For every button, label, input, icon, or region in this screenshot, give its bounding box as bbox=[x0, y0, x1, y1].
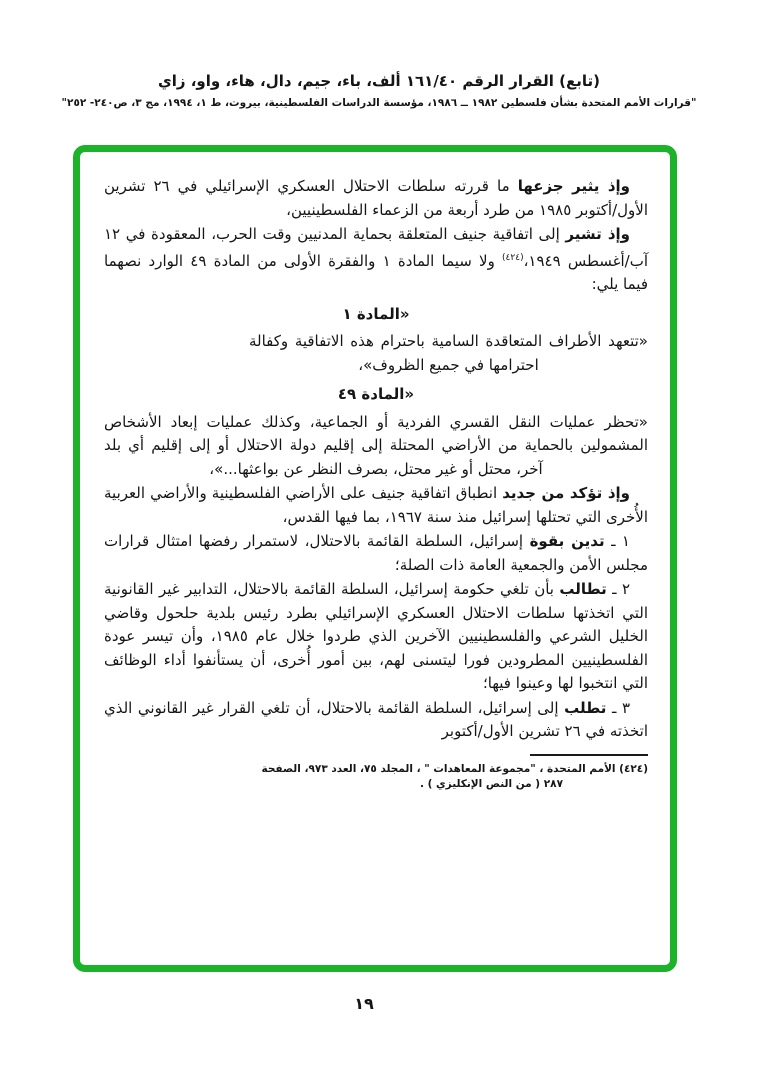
operative-item-1 bbox=[104, 530, 648, 577]
operative-item-1-text: إسرائيل، السلطة القائمة بالاحتلال، لاستمرار رفضها امتثال قرارات مجلس الأمن والجمعية العامة ذات الصلة؛ bbox=[104, 532, 648, 574]
paragraph-recalling-text-1: إلى اتفاقية جنيف المتعلقة بحماية المدنيين وقت الحرب، المعقودة في ١٢ آب/أغسطس ١٩٤٩، bbox=[104, 225, 648, 270]
highlight-border-box bbox=[73, 145, 677, 972]
paragraph-recalling-lead: وإذ تشير bbox=[565, 225, 630, 243]
operative-item-2-text: بأن تلغي حكومة إسرائيل، السلطة القائمة بالاحتلال، التدابير غير القانونية التي اتخذتها سلطات الاحتلال العسكري الإسرائيلي بطرد رئيس بلدية حلحول وقاضي الخليل الشرعي والفلسطينيين الآخرين الذي طردوا خلال عام ١٩٨٥، وأن تيسر عودة الفلسطينيين المطرودين فورا ليتسنى لهم، بين أمور أُخرى، أن يستأنفوا أداء الوظائف التي انتخبوا لها وعينوا فيها؛ bbox=[104, 580, 649, 692]
body-text-column bbox=[104, 174, 648, 792]
paragraph-reaffirming bbox=[104, 482, 648, 529]
footnote-line-1: (٤٢٤) الأمم المتحدة ، "مجموعة المعاهدات " ، المجلد ٧٥، العدد ٩٧٣، الصفحة bbox=[261, 762, 648, 775]
paragraph-alarmed bbox=[104, 175, 648, 222]
page-number: ١٩ bbox=[354, 994, 374, 1013]
operative-item-3-lead: تطلب bbox=[564, 698, 607, 717]
footnote-reference: (٤٢٤) bbox=[502, 252, 524, 263]
operative-item-1-lead: تدين بقوة bbox=[529, 532, 605, 550]
operative-item-2-number: ٢ ـ bbox=[612, 580, 631, 598]
footnote-line-2: ٢٨٧ ( من النص الإنكليزي ) . bbox=[419, 777, 563, 790]
page-header bbox=[0, 72, 758, 109]
article-1-quote: «تتعهد الأطراف المتعاقدة السامية باحترام هذه الاتفاقية وكفالة احترامها في جميع الظروف»، bbox=[249, 332, 648, 374]
operative-item-3-text: إلى إسرائيل، السلطة القائمة بالاحتلال، أن تلغي القرار غير القانوني الذي اتخذته في ٢٦ تشرين الأول/أكتوبر bbox=[104, 698, 648, 740]
operative-item-3 bbox=[104, 697, 648, 744]
paragraph-alarmed-text: ما قررته سلطات الاحتلال العسكري الإسرائيلي في ٢٦ تشرين الأول/أكتوبر ١٩٨٥ من طرد أربعة من الزعماء الفلسطينيين، bbox=[104, 177, 648, 219]
operative-item-3-number: ٣ ـ bbox=[611, 698, 630, 717]
operative-item-2 bbox=[104, 578, 648, 696]
paragraph-reaffirming-lead: وإذ تؤكد من جديد bbox=[502, 484, 630, 502]
article-1-heading: «المادة ١ bbox=[342, 304, 410, 323]
paragraph-recalling bbox=[104, 223, 648, 297]
footnote-block bbox=[104, 762, 648, 792]
paragraph-reaffirming-text: انطباق اتفاقية جنيف على الأراضي الفلسطينية والأراضي العربية الأُخرى التي تحتلها إسرائيل منذ سنة ١٩٦٧، بما فيها القدس، bbox=[104, 484, 648, 526]
operative-item-2-lead: تطالب bbox=[559, 580, 607, 598]
source-citation: "قرارات الأمم المتحدة بشأن فلسطين ١٩٨٢ ــ ١٩٨٦، مؤسسة الدراسات الفلسطينية، بيروت، ط ١، ١٩٩٤، مج ٣، ص٢٤٠- ٢٥٢" bbox=[61, 97, 697, 109]
resolution-title: (تابع) القرار الرقم ١٦١/٤٠ ألف، باء، جيم، دال، هاء، واو، زاي bbox=[157, 72, 601, 90]
paragraph-alarmed-lead: وإذ يثير جزعها bbox=[517, 177, 630, 195]
article-49-heading: «المادة ٤٩ bbox=[337, 385, 415, 403]
operative-item-1-number: ١ ـ bbox=[611, 532, 630, 550]
article-49-quote: «تحظر عمليات النقل القسري الفردية أو الجماعية، وكذلك عمليات إبعاد الأشخاص المشمولين بالحماية من الأراضي المحتلة إلى إقليم دولة الاحتلال أو إلى إقليم أي بلد آخر، محتل أو غير محتل، بصرف النظر عن بواعثها...»، bbox=[104, 412, 648, 478]
footnote-separator bbox=[530, 754, 648, 756]
paragraph-recalling-text-2: ولا سيما المادة ١ والفقرة الأولى من المادة ٤٩ الوارد نصهما فيما يلي: bbox=[104, 251, 648, 293]
